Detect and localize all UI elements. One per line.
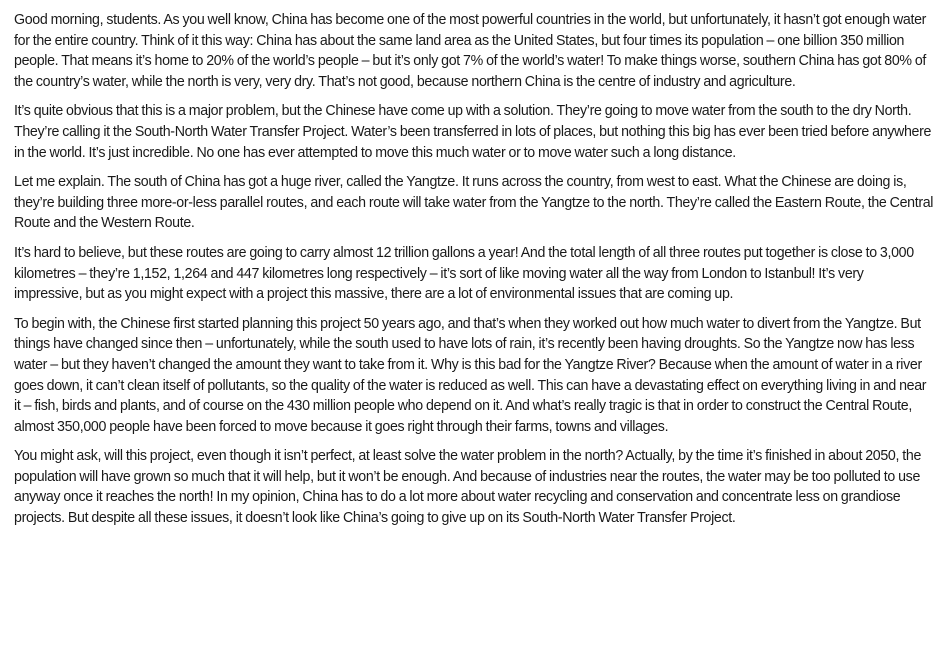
paragraph-6: You might ask, will this project, even though it isn’t perfect, at least solve the water problem in the north? Actually, by the time it’s finished in about 2050, the population will have grown so much that it will help, but it won’t be enough. And because of industries near the routes, the water may be too polluted to use anyway once it reaches the north! In my opinion, China has to do a lot more about water recycling and conservation and concentrate less on grandiose projects. But despite all these issues, it doesn’t look like China’s going to give up on its South-North Water Transfer Project. xyxy=(14,447,922,527)
paragraph-1: Good morning, students. As you well know, China has become one of the most powerful countries in the world, but unfortunately, it hasn’t got enough water for the entire country. Think of it this way: China has about the same land area as the United States, but four times its population – one billion 350 million people. That means it’s home to 20% of the world’s people – but it’s only got 7% of the world’s water! To make things worse, southern China has got 80% of the country’s water, while the north is very, very dry. That’s not good, because northern China is the centre of industry and agriculture. xyxy=(14,11,927,90)
paragraph-3: Let me explain. The south of China has got a huge river, called the Yangtze. It runs across the country, from west to east. What the Chinese are doing is, they’re building three more-or-less parallel routes, and each route will take water from the Yangtze to the north. They’re called the Eastern Route, the Central Route and the Western Route. xyxy=(14,173,934,232)
paragraph-4: It’s hard to believe, but these routes are going to carry almost 12 trillion gallons a year! And the total length of all three routes put together is close to 3,000 kilometres – they’re 1,152, 1,264 and 447 kilometres long respectively – it’s sort of like moving water all the way from London to Istanbul! It’s very impressive, but as you might expect with a project this massive, there are a lot of environmental issues that are coming up. xyxy=(14,243,914,303)
paragraph-2: It’s quite obvious that this is a major problem, but the Chinese have come up with a solution. They’re going to move water from the south to the dry North. They’re calling it the South-North Water Transfer Project. Water’s been transferred in lots of places, but nothing this big has ever been tried before anywhere in the world. It’s just incredible. No one has ever attempted to move this much water or to move water such a long distance. xyxy=(14,102,932,161)
lecture-transcript xyxy=(14,10,934,538)
paragraph-5: To begin with, the Chinese first started planning this project 50 years ago, and that’s when they worked out how much water to divert from the Yangtze. But things have changed since then – unfortunately, while the south used to have lots of rain, it’s recently been having droughts. So the Yangtze now has less water – but they haven’t changed the amount they want to take from it. Why is this bad for the Yangtze River? Because when the amount of water in a river goes down, it can’t clean itself of pollutants, so the quality of the water is reduced as well. This can have a devastating effect on everything living in and near it – fish, birds and plants, and of course on the 430 million people who depend on it. And what’s really tragic is that in order to construct the Central Route, almost 350,000 people have been forced to move because it goes right through their farms, towns and villages. xyxy=(14,314,927,435)
